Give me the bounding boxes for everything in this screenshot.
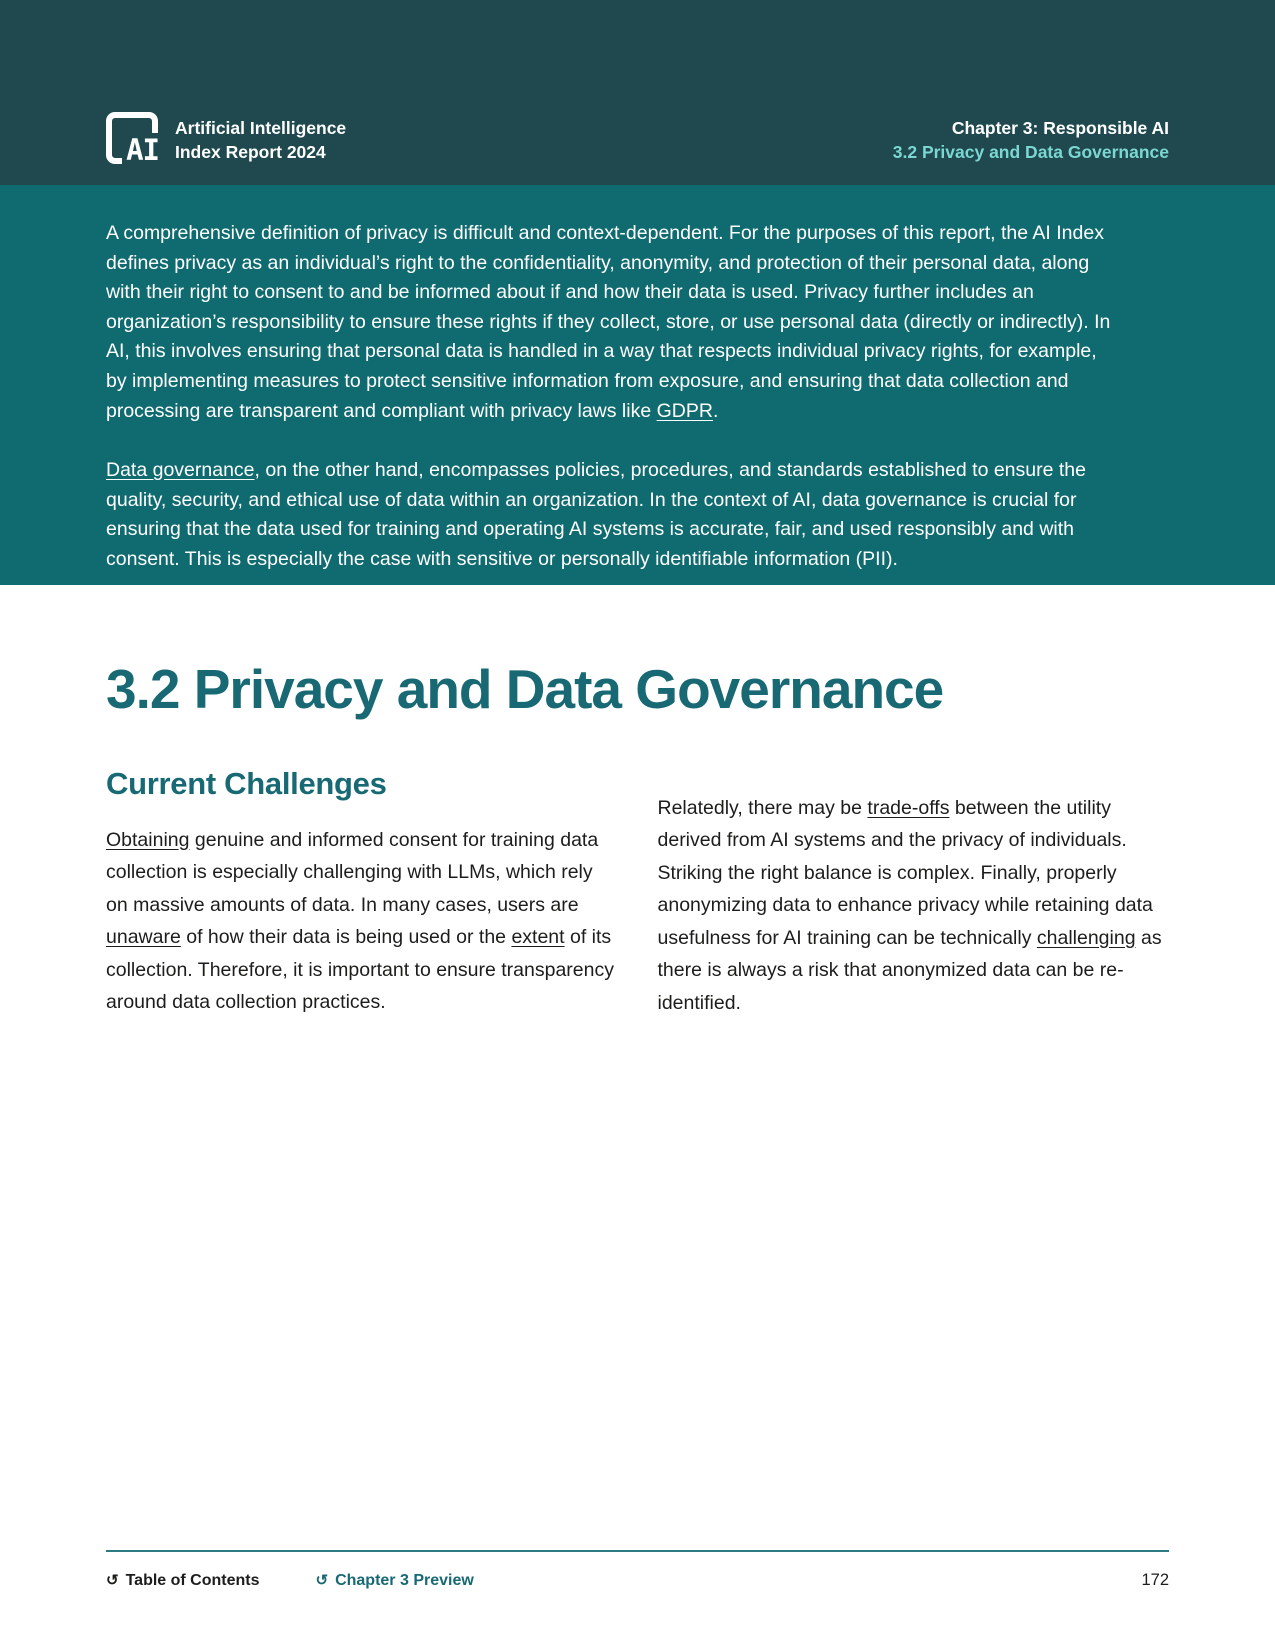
text-segment: between the utility derived from AI systems and the privacy of individuals. Striking the right balance is complex. Finally, properly anonymizing data to enhance privacy while retaining data usefulness for AI training can be technically xyxy=(657,796,1153,949)
main-content xyxy=(0,659,1275,1019)
current-challenges-section xyxy=(106,766,1169,1020)
chapter-preview-link[interactable] xyxy=(316,1572,474,1590)
right-column xyxy=(658,766,1170,1020)
brand-line2: Index Report 2024 xyxy=(175,142,326,162)
return-arrow-icon: ↺ xyxy=(106,1571,119,1589)
brand xyxy=(106,112,347,167)
right-column-paragraph xyxy=(658,792,1170,1020)
return-arrow-icon: ↺ xyxy=(315,1571,329,1589)
text-segment: as there is always a risk that anonymized data can be re-identified. xyxy=(657,926,1162,1014)
text-segment: A comprehensive definition of privacy is difficult and context-dependent. For the purposes of this report, the AI Index defines privacy as an individual’s right to the confidentiality, anonymity, and protection of their personal data, along with their right to consent to and be informed about if and how their data is used. Privacy further includes an organization’s responsibility to ensure these rights if they collect, store, or use personal data (directly or indirectly). In AI, this involves ensuring that personal data is handled in a way that respects individual privacy rights, for example, by implementing measures to protect sensitive information from exposure, and ensuring that data collection and processing are transparent and compliant with privacy laws like xyxy=(106,222,1111,422)
intro-paragraph-2 xyxy=(106,456,1116,574)
page-footer xyxy=(106,1550,1169,1591)
page-number: 172 xyxy=(1141,1571,1169,1589)
intro-paragraph-1 xyxy=(106,219,1116,426)
inline-link[interactable]: Data governance xyxy=(106,459,255,482)
text-segment: Relatedly, there may be xyxy=(657,796,868,819)
text-segment: genuine and informed consent for training data collection is especially challenging with LLMs, which rely on massive amounts of data. In many cases, users are xyxy=(106,828,599,916)
page-header xyxy=(0,0,1275,185)
inline-link[interactable]: GDPR xyxy=(656,399,713,422)
inline-link[interactable]: Obtaining xyxy=(106,828,190,851)
page-title: 3.2 Privacy and Data Governance xyxy=(106,658,944,720)
text-segment: of how their data is being used or the xyxy=(180,926,512,948)
left-column-paragraph xyxy=(106,824,618,1019)
footer-row xyxy=(106,1571,1169,1590)
brand-line1: Artificial Intelligence xyxy=(175,118,347,138)
chapter-preview-label: Chapter 3 Preview xyxy=(335,1571,474,1589)
brand-text xyxy=(175,116,346,164)
chapter-meta xyxy=(893,116,1169,164)
inline-link[interactable]: unaware xyxy=(106,926,181,948)
ai-index-logo-icon xyxy=(106,112,159,167)
chapter-label: Chapter 3: Responsible AI xyxy=(951,118,1169,138)
logo-letters: AI xyxy=(122,133,159,165)
left-column xyxy=(106,766,618,1019)
table-of-contents-label: Table of Contents xyxy=(125,1571,260,1589)
text-segment: . xyxy=(712,399,719,422)
footer-divider xyxy=(106,1550,1169,1553)
section-label: 3.2 Privacy and Data Governance xyxy=(892,142,1169,162)
intro-band xyxy=(0,185,1275,585)
inline-link[interactable]: extent xyxy=(511,926,565,948)
inline-link[interactable]: trade-offs xyxy=(867,796,950,819)
subsection-title: Current Challenges xyxy=(106,765,387,801)
inline-link[interactable]: challenging xyxy=(1036,926,1136,949)
table-of-contents-link[interactable] xyxy=(106,1572,260,1590)
text-segment: of its collection. Therefore, it is important to ensure transparency around data collection practices. xyxy=(106,926,614,1013)
text-segment: , on the other hand, encompasses policies, procedures, and standards established to ensure the quality, security, and ethical use of data within an organization. In the context of AI, data governance is crucial for ensuring that the data used for training and operating AI systems is accurate, fair, and used responsibly and with consent. This is especially the case with sensitive or personally identifiable information (PII). xyxy=(106,459,1086,570)
